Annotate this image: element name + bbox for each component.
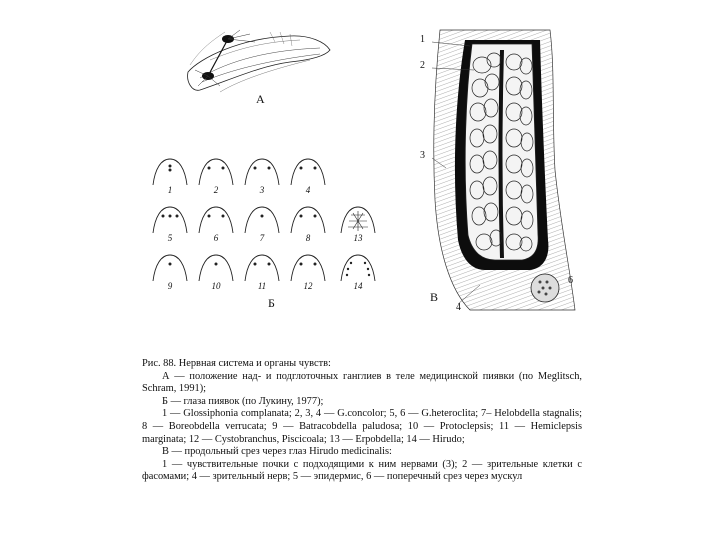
panel-a-label: А	[256, 92, 265, 106]
caption-title: Рис. 88. Нервная система и органы чувств:	[142, 358, 331, 369]
head-outline	[195, 203, 237, 235]
eye-spot	[254, 263, 257, 266]
section-label-4: 4	[456, 302, 461, 313]
head-outline	[287, 251, 329, 283]
eye-spot	[222, 215, 225, 218]
section-label-2: 2	[420, 60, 425, 71]
leech-head-13	[337, 203, 379, 241]
eye-spot	[162, 215, 165, 218]
leech-head-9	[149, 251, 191, 289]
head-number: 11	[257, 281, 267, 291]
panel-b-eye-diagrams	[143, 155, 388, 305]
eye-spot	[169, 215, 172, 218]
eye-spot	[208, 215, 211, 218]
head-outline	[287, 155, 329, 187]
leech-head-5	[149, 203, 191, 241]
head-number: 13	[353, 233, 363, 243]
leech-head-2	[195, 155, 237, 193]
head-number: 8	[305, 233, 311, 243]
eye-spot	[169, 263, 172, 266]
head-number: 7	[259, 233, 265, 243]
eye-spot	[300, 263, 303, 266]
section-label-1: 1	[420, 34, 425, 45]
eye-spot	[215, 263, 218, 266]
head-number: 6	[213, 233, 219, 243]
head-number: 4	[305, 185, 311, 195]
head-number: 14	[353, 281, 363, 291]
muscle-cross-section	[531, 274, 559, 302]
eye-spot	[169, 165, 172, 168]
eye-spot	[300, 215, 303, 218]
leech-head-4	[287, 155, 329, 193]
head-number: 12	[303, 281, 313, 291]
caption-panel-a: А — положение над- и подглоточных ганглиев в теле медицинской пиявки (по Meglitsch, Schram, 1991);	[142, 370, 582, 395]
head-outline	[195, 251, 237, 283]
caption-panel-v: В — продольный срез через глаз Hirudo medicinalis:	[162, 446, 392, 458]
panel-v-label: В	[430, 290, 439, 304]
leech-head-12	[287, 251, 329, 289]
head-number: 1	[167, 185, 173, 195]
eye-spot	[261, 215, 264, 218]
head-outline	[337, 251, 379, 283]
leech-head-3	[241, 155, 283, 193]
eye-spot	[208, 167, 211, 170]
section-label-3: 3	[420, 150, 425, 161]
caption-panel-v-list: 1 — чувствительные почки с подходящими к ним нервами (3); 2 — зрительные клетки с фасомами; 4 — зрительный нерв; 5 — эпидермис, 6 — поперечный срез через мускул	[142, 458, 582, 483]
leech-head-1	[149, 155, 191, 193]
leech-head-11	[241, 251, 283, 289]
head-outline	[149, 155, 191, 187]
head-outline	[149, 203, 191, 235]
panel-b-label: Б	[268, 296, 275, 310]
panel-v-eye-section	[410, 20, 585, 320]
eye-spot	[222, 167, 225, 170]
eye-spot	[314, 167, 317, 170]
eye-longitudinal-section-illustration	[410, 20, 585, 320]
eye-spot	[268, 263, 271, 266]
caption-panel-b-list: 1 — Glossiphonia complanata; 2, 3, 4 — G.concolor; 5, 6 — G.heteroclita; 7– Helobdella stagnalis; 8 — Boreobdella verrucata; 9 — Batracobdella paludosa; 10 — Protoclepsis; 11 — Hemiclepsis marginata; 12 — Cystobranchus, Piscicoala; 13 — Erpobdella; 14 — Hirudo;	[142, 408, 582, 445]
eye-spot	[314, 263, 317, 266]
head-number: 2	[213, 185, 219, 195]
head-outline	[241, 251, 283, 283]
eye-spot	[176, 215, 179, 218]
leech-head-8	[287, 203, 329, 241]
head-outline	[195, 155, 237, 187]
head-number: 9	[167, 281, 173, 291]
figure-caption	[142, 358, 582, 484]
leech-head-10	[195, 251, 237, 289]
head-number: 5	[167, 233, 173, 243]
head-outline	[149, 251, 191, 283]
eye-spot	[254, 167, 257, 170]
head-outline	[337, 203, 379, 235]
leech-head-14	[337, 251, 379, 289]
eye-spot	[300, 167, 303, 170]
leech-head-6	[195, 203, 237, 241]
leech-head-7	[241, 203, 283, 241]
head-outline	[241, 203, 283, 235]
eye-spot	[314, 215, 317, 218]
head-outline	[241, 155, 283, 187]
head-outline	[287, 203, 329, 235]
section-label-6: 6	[568, 275, 573, 286]
caption-panel-b: Б — глаза пиявок (по Лукину, 1977);	[162, 395, 324, 407]
head-number: 3	[259, 185, 265, 195]
eye-spot	[268, 167, 271, 170]
head-number: 10	[211, 281, 221, 291]
